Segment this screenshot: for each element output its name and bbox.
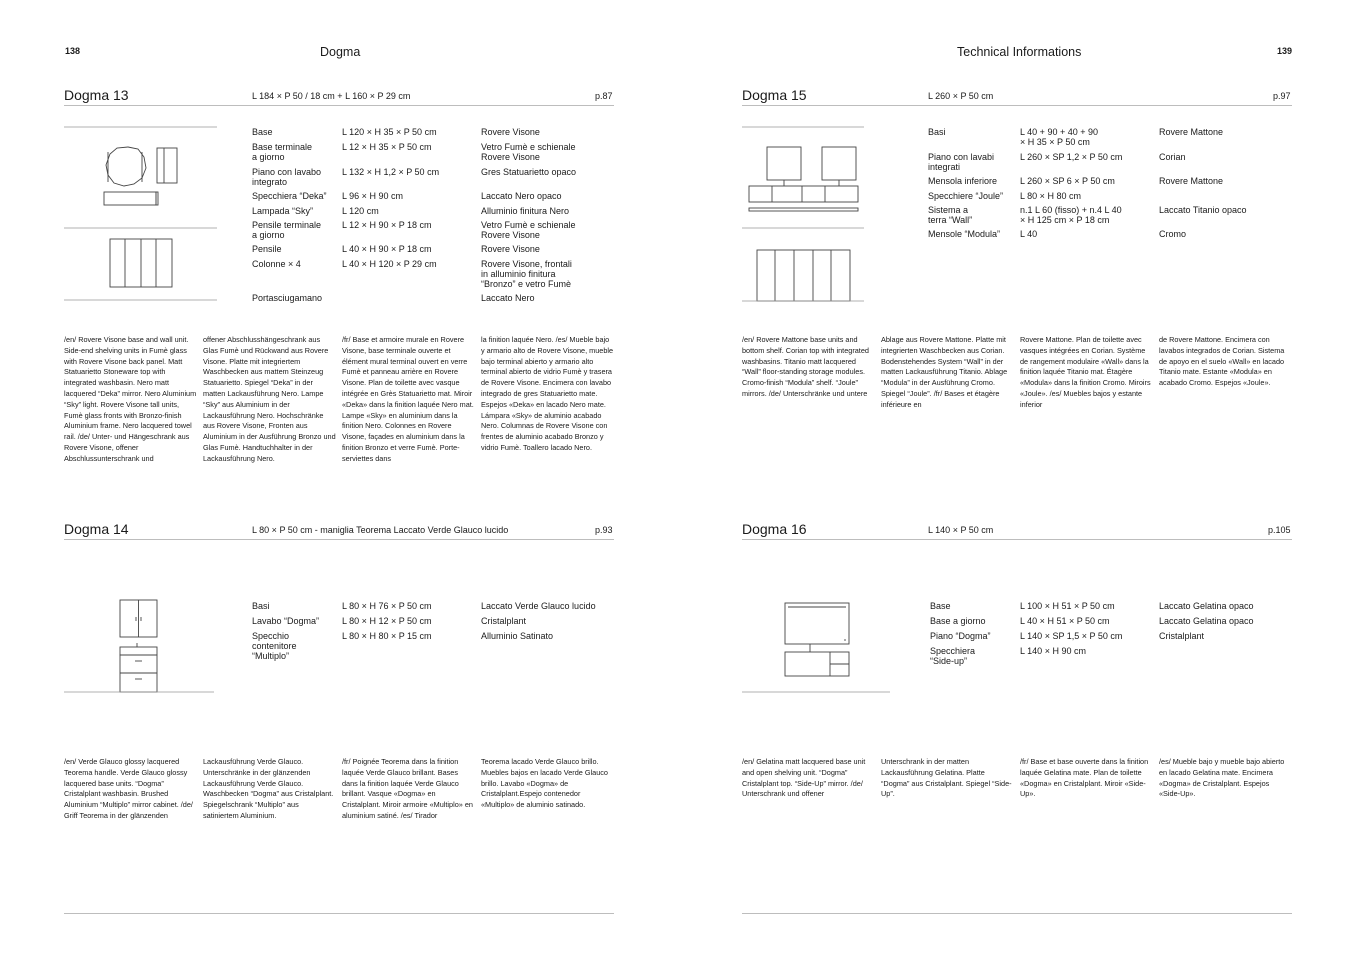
spec-row [930, 631, 1292, 646]
right-running-title: Technical Informations [957, 45, 1082, 59]
section-title-dogma-13: Dogma 13 [64, 87, 129, 103]
spec-row [252, 191, 614, 206]
spec-finish: Laccato Nero opaco [481, 191, 562, 201]
spec-name: Pensile [252, 244, 282, 254]
description-column: Ablage aus Rovere Mattone. Platte mit integrierten Waschbecken aus Corian. Bodenstehendes System “Wall” in der matten Lackausführung Titanio. Ablage “Modula” in der Ausführung Cromo. Spiegel “Joule”. /fr/ Bases et étagère inférieure en [881, 335, 1008, 409]
page-reference: p.97 [1273, 91, 1291, 101]
spec-dimension: L 132 × H 1,2 × P 50 cm [342, 167, 440, 177]
spec-table [928, 127, 1292, 241]
description-column: offener Abschlusshängeschrank aus Glas Fumè und Rückwand aus Rovere Visone. Platte mit integriertem Waschbecken aus mattem Steinzeug Statuarietto. Spiegel “Deka” in der matten Lackausführung Nero. Lampe “Sky” aus Aluminium in der Lackausführung Nero. Hochschränke aus Rovere Visone, Fronten aus Aluminium in der Ausführung Bronzo und Glas Fumè. Handtuchhalter in der Lackausführung Nero. [203, 335, 336, 463]
spec-name: Base terminale a giorno [252, 142, 313, 162]
spec-name: Base a giorno [930, 616, 986, 626]
spec-row [252, 293, 614, 305]
section-dims: L 140 × P 50 cm [928, 525, 994, 535]
description-column: /en/ Verde Glauco glossy lacquered Teorema handle. Verde Glauco glossy lacquered base units. “Dogma” Cristalplant washbasin. Brushed Aluminium “Multiplo” mirror cabinet. /de/ Griff Teorema in der glänzenden [64, 757, 193, 820]
spec-dimension: L 80 × H 80 × P 15 cm [342, 631, 432, 641]
spec-name: Piano con lavabo integrato [252, 167, 322, 187]
description-column: /fr/ Base et base ouverte dans la finition laquée Gelatina mate. Plan de toilette «Dogma» en Cristalplant. Miroir «Side-Up». [1020, 757, 1149, 799]
spec-row [928, 176, 1292, 191]
description-column: /es/ Mueble bajo y mueble bajo abierto en lacado Gelatina mate. Encimera «Dogma» de Cristalplant. Espejos «Side-Up». [1159, 757, 1285, 799]
dogma-14-drawing [64, 595, 224, 695]
spec-finish: Cristalplant [481, 616, 527, 626]
spec-dimension: n.1 L 60 (fisso) + n.4 L 40 × H 125 cm × P 18 cm [1020, 205, 1122, 225]
spec-name: Mensole “Modula” [928, 229, 1001, 239]
description-column: de Rovere Mattone. Encimera con lavabos integrados de Corian. Sistema de apoyo en el suelo «Wall» en lacado Titanio mate. Estante «Modula» en acabado Cromo. Espejos «Joule». [1159, 335, 1285, 388]
footer-rule-left [64, 913, 614, 914]
spec-name: Lampada “Sky” [252, 206, 314, 216]
section-rule [742, 539, 1292, 540]
dogma-15-drawing [742, 125, 872, 305]
spec-row [928, 191, 1292, 205]
spec-row [928, 229, 1292, 241]
spec-finish: Rovere Visone, frontali in alluminio finitura “Bronzo” e vetro Fumè [481, 259, 572, 289]
section-rule [64, 105, 614, 106]
spec-dimension: L 80 × H 12 × P 50 cm [342, 616, 432, 626]
spec-row [252, 167, 614, 191]
spec-name: Portasciugamano [252, 293, 323, 303]
spec-dimension: L 40 × H 120 × P 29 cm [342, 259, 437, 269]
spec-row [930, 601, 1292, 616]
spec-finish: Rovere Visone [481, 244, 540, 254]
spec-table [252, 601, 614, 663]
spec-row [252, 142, 614, 167]
description-column: /en/ Gelatina matt lacquered base unit and open shelving unit. “Dogma” Cristalplant top. “Side-Up” mirror. /de/ Unterschrank und offener [742, 757, 866, 799]
left-running-title: Dogma [320, 45, 361, 59]
description-column: /en/ Rovere Visone base and wall unit. Side-end shelving units in Fumè glass with Rovere Visone back panel. Matt Statuarietto Stoneware top with integrated washbasin. Nero matt lacquered “Deka” mirror. Nero Aluminium “Sky” light. Rovere Visone tall units, Fumè glass fronts with Bronzo-finish Aluminium frame. Nero lacquered towel rail. /de/ Unter- und Hängeschrank aus Rovere Visone, offener Abschlussunterschrank und [64, 335, 197, 463]
spec-name: Specchiera “Side-up” [930, 646, 976, 666]
spec-row [252, 601, 614, 616]
spec-row [252, 616, 614, 631]
spec-dimension: L 140 × SP 1,5 × P 50 cm [1020, 631, 1123, 641]
description-column: /fr/ Poignée Teorema dans la finition laquée Verde Glauco brillant. Bases dans la finition laquée Verde Glauco brillant. Vasque «Dogma» en Cristalplant. Miroir armoire «Multiplo» en aluminium satiné. /es/ Tirador [342, 757, 473, 820]
spec-name: Piano con lavabi integrati [928, 152, 995, 172]
spec-name: Colonne × 4 [252, 259, 301, 269]
spec-finish: Cromo [1159, 229, 1187, 239]
left-page-number: 138 [65, 46, 81, 56]
spec-dimension: L 140 × H 90 cm [1020, 646, 1086, 656]
spec-row [252, 127, 614, 142]
spec-row [930, 616, 1292, 631]
description-column: Teorema lacado Verde Glauco brillo. Muebles bajos en lacado Verde Glauco brillo. Lavabo «Dogma» de Cristalplant.Espejo contenedor «Multiplo» de aluminio satinado. [481, 757, 608, 810]
spec-dimension: L 260 × SP 6 × P 50 cm [1020, 176, 1115, 186]
description-column: /en/ Rovere Mattone base units and bottom shelf. Corian top with integrated washbasins. Titanio matt lacquered “Wall” floor-standing storage modules. Cromo-finish “Modula” shelf. “Joule” mirrors. /de/ Unterschränke und untere [742, 335, 869, 398]
spec-row [252, 631, 614, 663]
section-dims: L 260 × P 50 cm [928, 91, 994, 101]
section-dims: L 184 × P 50 / 18 cm + L 160 × P 29 cm [252, 91, 411, 101]
description-column: /fr/ Base et armoire murale en Rovere Visone, base terminale ouverte et élément mural terminal ouvert en verre Fumè et panneau arrière en Rovere Visone. Plan de toilette avec vasque intégrée en Grès Statuarietto mat. Miroir «Deka» dans la finition laquée Nero mat. Lampe «Sky» en aluminium dans la finition Nero. Colonnes en Rovere Visone, façades en aluminium dans la finition Bronzo et verre Fumè. Porte-serviettes dans [342, 335, 474, 463]
section-rule [742, 105, 1292, 106]
spec-dimension: L 96 × H 90 cm [342, 191, 403, 201]
spec-row [928, 127, 1292, 152]
spec-row [252, 244, 614, 259]
page-reference: p.87 [595, 91, 613, 101]
spec-table [252, 127, 614, 305]
spec-name: Basi [928, 127, 946, 137]
footer-rule-right [742, 913, 1292, 914]
spec-dimension: L 40 [1020, 229, 1038, 239]
spec-finish: Laccato Nero [481, 293, 535, 303]
spec-finish: Rovere Mattone [1159, 127, 1224, 137]
spec-name: Specchiera “Deka” [252, 191, 327, 201]
spec-dimension: L 12 × H 90 × P 18 cm [342, 220, 432, 230]
spec-dimension: L 100 × H 51 × P 50 cm [1020, 601, 1115, 611]
spec-name: Mensola inferiore [928, 176, 998, 186]
spec-finish: Rovere Mattone [1159, 176, 1224, 186]
description-column: la finition laquée Nero. /es/ Mueble bajo y armario alto de Rovere Visone, mueble bajo terminal abierto y armario alto terminal abierto de vidrio Fumè y trasera de Rovere Visone. Encimera con lavabo integrado de gres Statuarietto mate. Espejos «Deka» en lacado Nero mate. Lámpara «Sky» de aluminio acabado Nero. Columnas de Rovere Visone con frentes de aluminio acabado Bronzo y vidrio Fumè. Toallero lacado Nero. [481, 335, 614, 452]
page-reference: p.93 [595, 525, 613, 535]
spec-name: Sistema a terra “Wall” [928, 205, 973, 225]
spec-name: Base [930, 601, 951, 611]
spec-name: Piano “Dogma” [930, 631, 991, 641]
spec-table [930, 601, 1292, 668]
description-column: Unterschrank in der matten Lackausführung Gelatina. Platte “Dogma” aus Cristalplant. Spiegel “Side-Up”. [881, 757, 1012, 799]
spec-row [252, 206, 614, 220]
spec-finish: Vetro Fumè e schienale Rovere Visone [481, 220, 576, 240]
spec-name: Specchio contenitore “Multiplo” [252, 631, 297, 661]
spec-name: Base [252, 127, 273, 137]
spec-finish: Laccato Verde Glauco lucido [481, 601, 596, 611]
spec-row [252, 220, 614, 244]
spec-finish: Alluminio Satinato [481, 631, 554, 641]
dogma-16-drawing [742, 595, 902, 695]
spec-finish: Gres Statuarietto opaco [481, 167, 577, 177]
spec-name: Specchiere “Joule” [928, 191, 1004, 201]
spec-dimension: L 260 × SP 1,2 × P 50 cm [1020, 152, 1123, 162]
spec-dimension: L 120 cm [342, 206, 379, 216]
spec-dimension: L 40 × H 90 × P 18 cm [342, 244, 432, 254]
section-title-dogma-15: Dogma 15 [742, 87, 807, 103]
spec-finish: Vetro Fumè e schienale Rovere Visone [481, 142, 576, 162]
spec-finish: Laccato Titanio opaco [1159, 205, 1247, 215]
section-title-dogma-16: Dogma 16 [742, 521, 807, 537]
description-column: Lackausführung Verde Glauco. Unterschränke in der glänzenden Lackausführung Verde Glauco. Waschbecken “Dogma” aus Cristalplant. Spiegelschrank “Multiplo” aus satiniertem Aluminium. [203, 757, 334, 820]
spec-dimension: L 40 × H 51 × P 50 cm [1020, 616, 1110, 626]
section-dims: L 80 × P 50 cm - maniglia Teorema Laccato Verde Glauco lucido [252, 525, 509, 535]
spec-dimension: L 40 + 90 + 40 + 90 × H 35 × P 50 cm [1020, 127, 1098, 147]
spec-dimension: L 12 × H 35 × P 50 cm [342, 142, 432, 152]
dogma-13-drawing [64, 125, 224, 305]
spec-row [252, 259, 614, 293]
spec-finish: Corian [1159, 152, 1186, 162]
spec-dimension: L 80 × H 76 × P 50 cm [342, 601, 432, 611]
section-rule [64, 539, 614, 540]
spec-dimension: L 80 × H 80 cm [1020, 191, 1081, 201]
spec-row [930, 646, 1292, 668]
spec-finish: Rovere Visone [481, 127, 540, 137]
spec-name: Basi [252, 601, 270, 611]
spec-row [928, 152, 1292, 176]
spec-row [928, 205, 1292, 229]
spec-finish: Laccato Gelatina opaco [1159, 616, 1254, 626]
spec-finish: Laccato Gelatina opaco [1159, 601, 1254, 611]
spec-name: Pensile terminale a giorno [252, 220, 322, 240]
page-reference: p.105 [1268, 525, 1291, 535]
spec-dimension: L 120 × H 35 × P 50 cm [342, 127, 437, 137]
spec-finish: Cristalplant [1159, 631, 1205, 641]
spec-name: Lavabo “Dogma” [252, 616, 320, 626]
description-column: Rovere Mattone. Plan de toilette avec vasques intégrées en Corian. Système de rangement modulaire «Wall» dans la finition laquée Titanio mat. Étagère «Modula» dans la finition Cromo. Miroirs «Joule». /es/ Muebles bajos y estante inferior [1020, 335, 1151, 409]
section-title-dogma-14: Dogma 14 [64, 521, 129, 537]
spec-finish: Alluminio finitura Nero [481, 206, 570, 216]
right-page-number: 139 [1277, 46, 1293, 56]
